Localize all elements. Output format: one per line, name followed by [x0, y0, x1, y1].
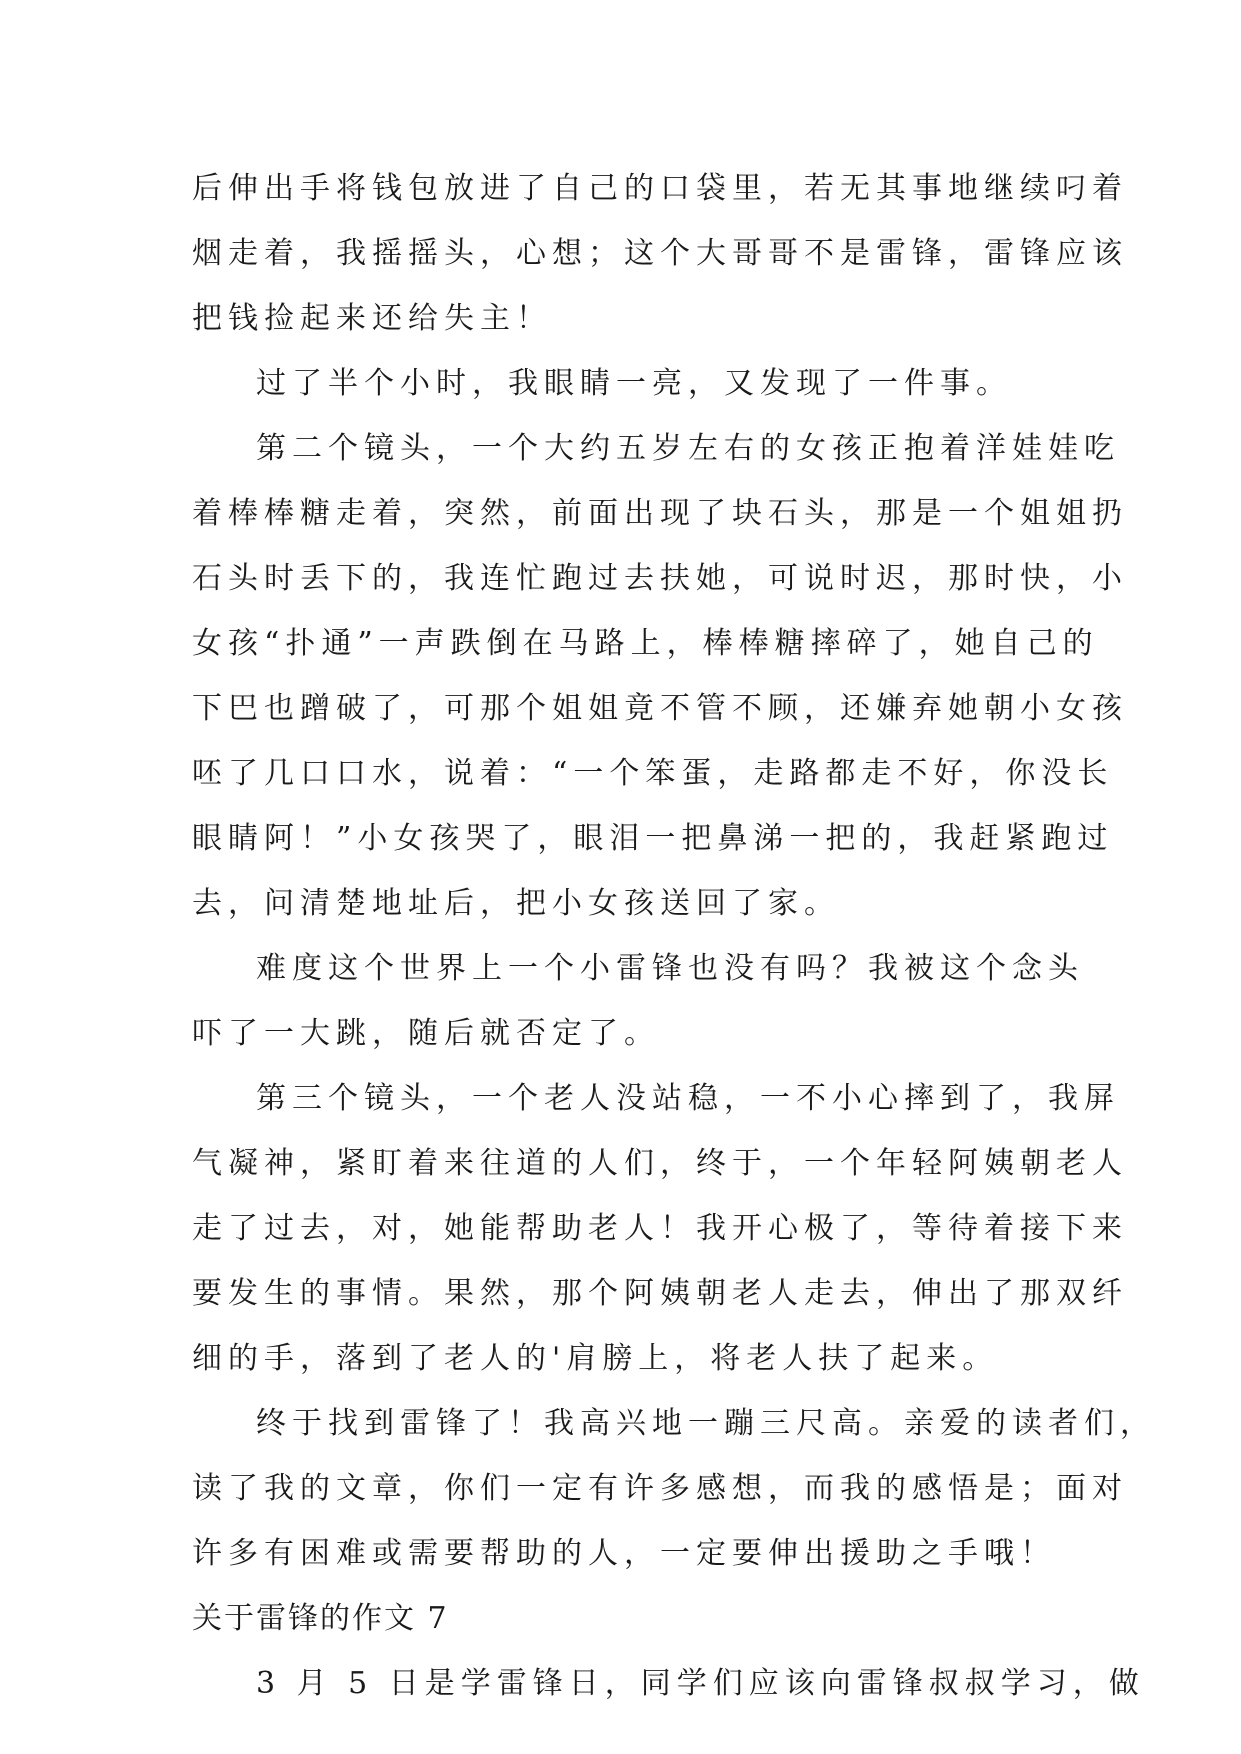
text-line: 难度这个世界上一个小雷锋也没有吗？我被这个念头 — [256, 951, 1084, 986]
text-line: 终于找到雷锋了！我高兴地一蹦三尺高。亲爱的读者们， — [256, 1406, 1156, 1441]
text-line: 气凝神，紧盯着来往道的人们，终于，一个年轻阿姨朝老人 — [192, 1146, 1128, 1181]
document-body — [192, 156, 1156, 1716]
text-line: 后伸出手将钱包放进了自己的口袋里，若无其事地继续叼着 — [192, 171, 1128, 206]
text-line: 走了过去，对，她能帮助老人！我开心极了，等待着接下来 — [192, 1211, 1128, 1246]
text-line: 3 月 5 日是学雷锋日，同学们应该向雷锋叔叔学习，做 — [256, 1666, 1145, 1701]
text-line: 去，问清楚地址后，把小女孩送回了家。 — [192, 886, 840, 921]
text-line: 第二个镜头，一个大约五岁左右的女孩正抱着洋娃娃吃 — [256, 431, 1120, 466]
text-line: 石头时丢下的，我连忙跑过去扶她，可说时迟，那时快，小 — [192, 561, 1128, 596]
section-heading: 关于雷锋的作文 7 — [192, 1601, 449, 1636]
text-line: 要发生的事情。果然，那个阿姨朝老人走去，伸出了那双纤 — [192, 1276, 1128, 1311]
text-line: 第三个镜头，一个老人没站稳，一不小心摔到了，我屏 — [256, 1081, 1120, 1116]
text-line: 下巴也蹭破了，可那个姐姐竟不管不顾，还嫌弃她朝小女孩 — [192, 691, 1128, 726]
text-line: 把钱捡起来还给失主！ — [192, 301, 552, 336]
text-line: 烟走着，我摇摇头，心想；这个大哥哥不是雷锋，雷锋应该 — [192, 236, 1128, 271]
text-line: 读了我的文章，你们一定有许多感想，而我的感悟是；面对 — [192, 1471, 1128, 1506]
text-line: 细的手，落到了老人的'肩膀上，将老人扶了起来。 — [192, 1341, 999, 1376]
text-line: 女孩“扑通”一声跌倒在马路上，棒棒糖摔碎了，她自己的 — [192, 626, 1099, 661]
text-line: 呸了几口口水，说着：“一个笨蛋，走路都走不好，你没长 — [192, 756, 1114, 791]
text-line: 过了半个小时，我眼睛一亮，又发现了一件事。 — [256, 366, 1012, 401]
text-line: 着棒棒糖走着，突然，前面出现了块石头，那是一个姐姐扔 — [192, 496, 1128, 531]
text-line: 吓了一大跳，随后就否定了。 — [192, 1016, 660, 1051]
text-line: 许多有困难或需要帮助的人，一定要伸出援助之手哦！ — [192, 1536, 1056, 1571]
text-line: 眼睛阿！”小女孩哭了，眼泪一把鼻涕一把的，我赶紧跑过 — [192, 821, 1114, 856]
